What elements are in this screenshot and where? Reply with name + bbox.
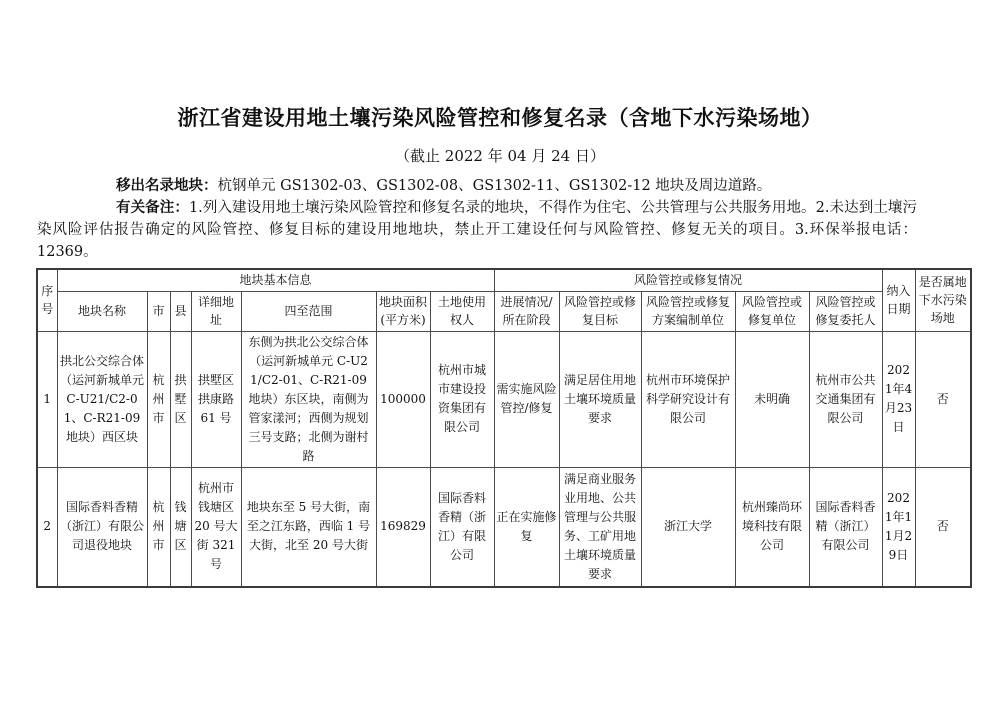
cell-city: 杭州市 (147, 331, 170, 467)
header-row-columns (37, 291, 971, 331)
cell-date: 2021年4月23日 (882, 331, 915, 467)
cell-county: 拱墅区 (170, 331, 191, 467)
cell-city: 杭州市 (147, 467, 170, 587)
table-header (37, 269, 971, 331)
removed-plots-text: 杭钢单元 GS1302-03、GS1302-08、GS1302-11、GS1302-12 地块及周边道路。 (217, 178, 772, 194)
col-header-area: 地块面积(平方米) (376, 291, 430, 331)
remarks-text: 1.列入建设用地土壤污染风险管控和修复名录的地块，不得作为住宅、公共管理与公共服务用地。2.未达到土壤污染风险评估报告确定的风险管控、修复目标的建设用地地块，禁止开工建设任何与风险管控、修复无关的项目。3.环保举报电话：12369。 (37, 200, 917, 260)
page-subtitle: （截止 2022 年 04 月 24 日） (395, 147, 605, 165)
col-header-target: 风险管控或修复目标 (559, 291, 641, 331)
col-header-date: 纳入日期 (882, 269, 915, 331)
cell-address: 杭州市钱塘区 20 号大街 321 号 (191, 467, 241, 587)
remarks-note (37, 197, 917, 263)
cell-repair-unit: 未明确 (735, 331, 809, 467)
cell-plan-unit: 浙江大学 (641, 467, 735, 587)
col-header-repair-unit: 风险管控或修复单位 (735, 291, 809, 331)
cell-progress: 需实施风险管控/修复 (494, 331, 559, 467)
cell-area: 100000 (376, 331, 430, 467)
col-header-name: 地块名称 (57, 291, 147, 331)
col-header-address: 详细地址 (191, 291, 241, 331)
cell-progress: 正在实施修复 (494, 467, 559, 587)
cell-county: 钱塘区 (170, 467, 191, 587)
cell-name: 国际香料香精（浙江）有限公司退役地块 (57, 467, 147, 587)
cell-target: 满足商业服务业用地、公共管理与公共服务、工矿用地土壤环境质量要求 (559, 467, 641, 587)
page-title: 浙江省建设用地土壤污染风险管控和修复名录（含地下水污染场地） (177, 105, 823, 130)
col-header-progress: 进展情况/所在阶段 (494, 291, 559, 331)
removed-plots-label: 移出名录地块： (116, 177, 218, 194)
col-header-plan-unit: 风险管控或修复方案编制单位 (641, 291, 735, 331)
col-header-groundwater: 是否属地下水污染场地 (915, 269, 971, 331)
cell-target: 满足居住用地土壤环境质量要求 (559, 331, 641, 467)
remarks-label: 有关备注： (116, 199, 189, 216)
col-header-boundary: 四至范围 (241, 291, 376, 331)
col-header-city: 市 (147, 291, 170, 331)
cell-land-user: 国际香料香精（浙江）有限公司 (430, 467, 494, 587)
table-row (37, 331, 971, 467)
cell-client: 杭州市公共交通集团有限公司 (809, 331, 882, 467)
notes-block (37, 175, 917, 263)
col-header-county: 县 (170, 291, 191, 331)
cell-boundary: 东侧为拱北公交综合体（运河新城单元 C-U21/C2-01、C-R21-09 地块）东区块，南侧为管家漾河；西侧为规划三号支路；北侧为谢村路 (241, 331, 376, 467)
col-header-seq: 序号 (37, 269, 57, 331)
col-header-client: 风险管控或修复委托人 (809, 291, 882, 331)
cell-boundary: 地块东至 5 号大街，南至之江东路，西临 1 号大街，北至 20 号大街 (241, 467, 376, 587)
col-header-land-user: 土地使用权人 (430, 291, 494, 331)
cell-client: 国际香料香精（浙江）有限公司 (809, 467, 882, 587)
cell-groundwater: 否 (915, 331, 971, 467)
table-row (37, 467, 971, 587)
cell-area: 169829 (376, 467, 430, 587)
cell-name: 拱北公交综合体（运河新城单元 C-U21/C2-01、C-R21-09 地块）西区块 (57, 331, 147, 467)
cell-land-user: 杭州市城市建设投资集团有限公司 (430, 331, 494, 467)
col-group-basic-info: 地块基本信息 (57, 269, 494, 291)
cell-plan-unit: 杭州市环境保护科学研究设计有限公司 (641, 331, 735, 467)
removed-plots-note (37, 175, 917, 197)
cell-seq: 2 (37, 467, 57, 587)
cell-date: 2021年11月29日 (882, 467, 915, 587)
col-group-risk-info: 风险管控或修复情况 (494, 269, 882, 291)
cell-seq: 1 (37, 331, 57, 467)
cell-groundwater: 否 (915, 467, 971, 587)
header-row-groups (37, 269, 971, 291)
cell-address: 拱墅区拱康路 61 号 (191, 331, 241, 467)
risk-control-table (36, 268, 972, 588)
cell-repair-unit: 杭州臻尚环境科技有限公司 (735, 467, 809, 587)
